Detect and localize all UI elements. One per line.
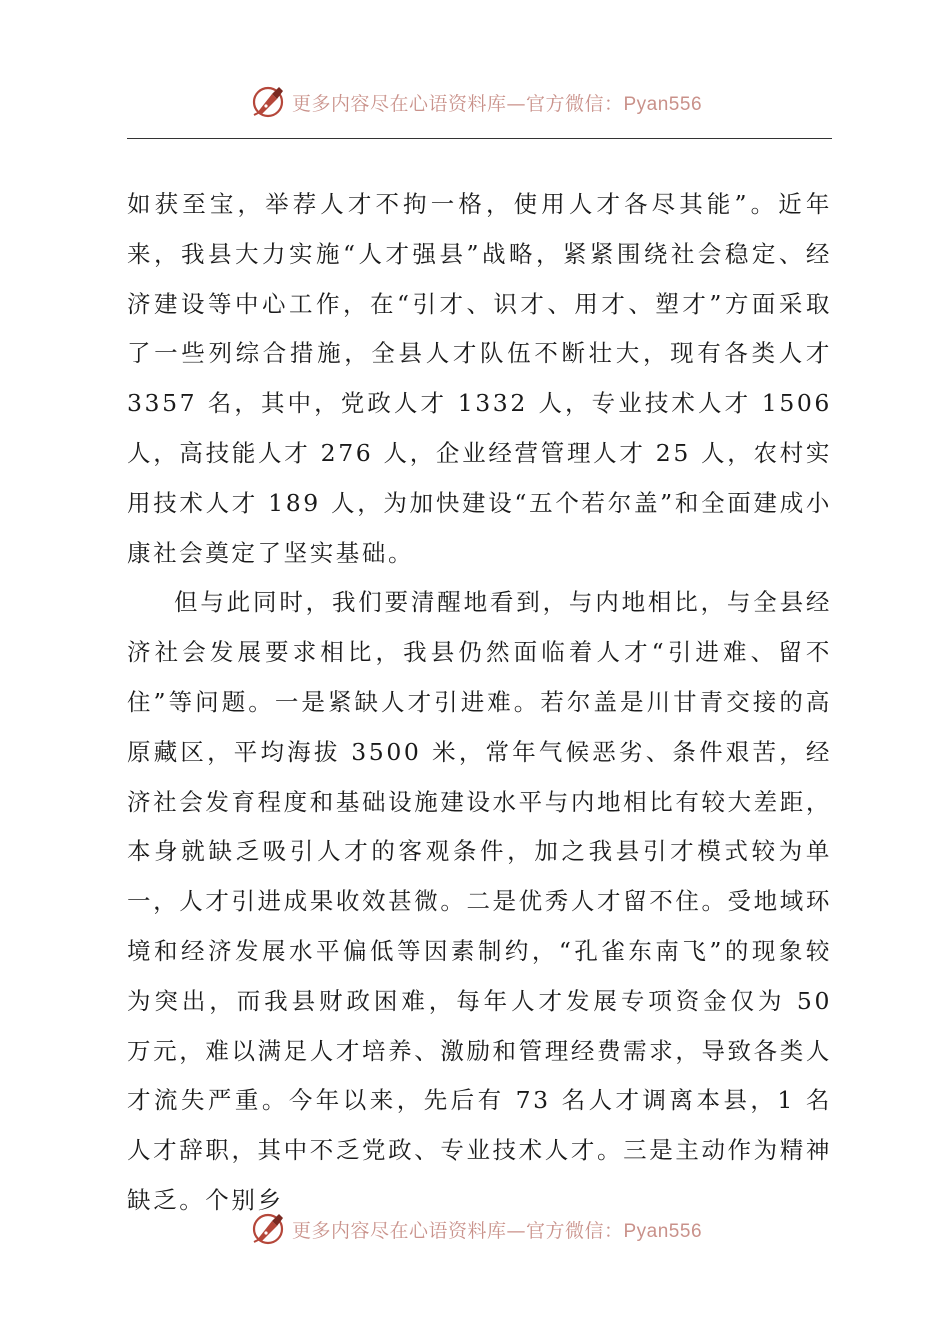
watermark-text <box>292 1216 702 1243</box>
document-body <box>127 180 832 1226</box>
watermark-site-text: 更多内容尽在心语资料库 <box>291 1219 507 1242</box>
watermark-wechat-id: Pyan556 <box>623 1220 703 1242</box>
watermark-text <box>292 89 702 116</box>
watermark-official-label: 官方微信： <box>525 1219 624 1242</box>
header-watermark <box>0 80 950 124</box>
watermark-wechat-id: Pyan556 <box>623 93 703 115</box>
watermark-site-text: 更多内容尽在心语资料库 <box>291 92 507 115</box>
watermark-separator: — <box>506 1219 526 1242</box>
watermark-official-label: 官方微信： <box>525 92 624 115</box>
footer-watermark <box>0 1207 950 1251</box>
pen-nib-icon <box>248 1209 288 1249</box>
paragraph-1: 如获至宝，举荐人才不拘一格，使用人才各尽其能”。近年来，我县大力实施“人才强县”战略，紧紧围绕社会稳定、经济建设等中心工作，在“引才、识才、用才、塑才”方面采取了一些列综合措施，全县人才队伍不断壮大，现有各类人才 3357 名，其中，党政人才 1332 人，专业技术人才 1506 人，高技能人才 276 人，企业经营管理人才 25 人，农村实用技术人才 189 人，为加快建设“五个若尔盖”和全面建成小康社会奠定了坚实基础。 <box>127 190 832 567</box>
pen-nib-icon <box>248 82 288 122</box>
watermark-separator: — <box>506 92 526 115</box>
paragraph-2: 但与此同时，我们要清醒地看到，与内地相比，与全县经济社会发展要求相比，我县仍然面临着人才“引进难、留不住”等问题。一是紧缺人才引进难。若尔盖是川甘青交接的高原藏区，平均海拔 3500 米，常年气候恶劣、条件艰苦，经济社会发育程度和基础设施建设水平与内地相比有较大差距，本身就缺乏吸引人才的客观条件，加之我县引才模式较为单一，人才引进成果收效甚微。二是优秀人才留不住。受地域环境和经济发展水平偏低等因素制约，“孔雀东南飞”的现象较为突出，而我县财政困难，每年人才发展专项资金仅为 50 万元，难以满足人才培养、激励和管理经费需求，导致各类人才流失严重。今年以来，先后有 73 名人才调离本县，1 名人才辞职，其中不乏党政、专业技术人才。三是主动作为精神缺乏。个别乡 <box>127 588 832 1214</box>
header-divider <box>127 138 832 139</box>
